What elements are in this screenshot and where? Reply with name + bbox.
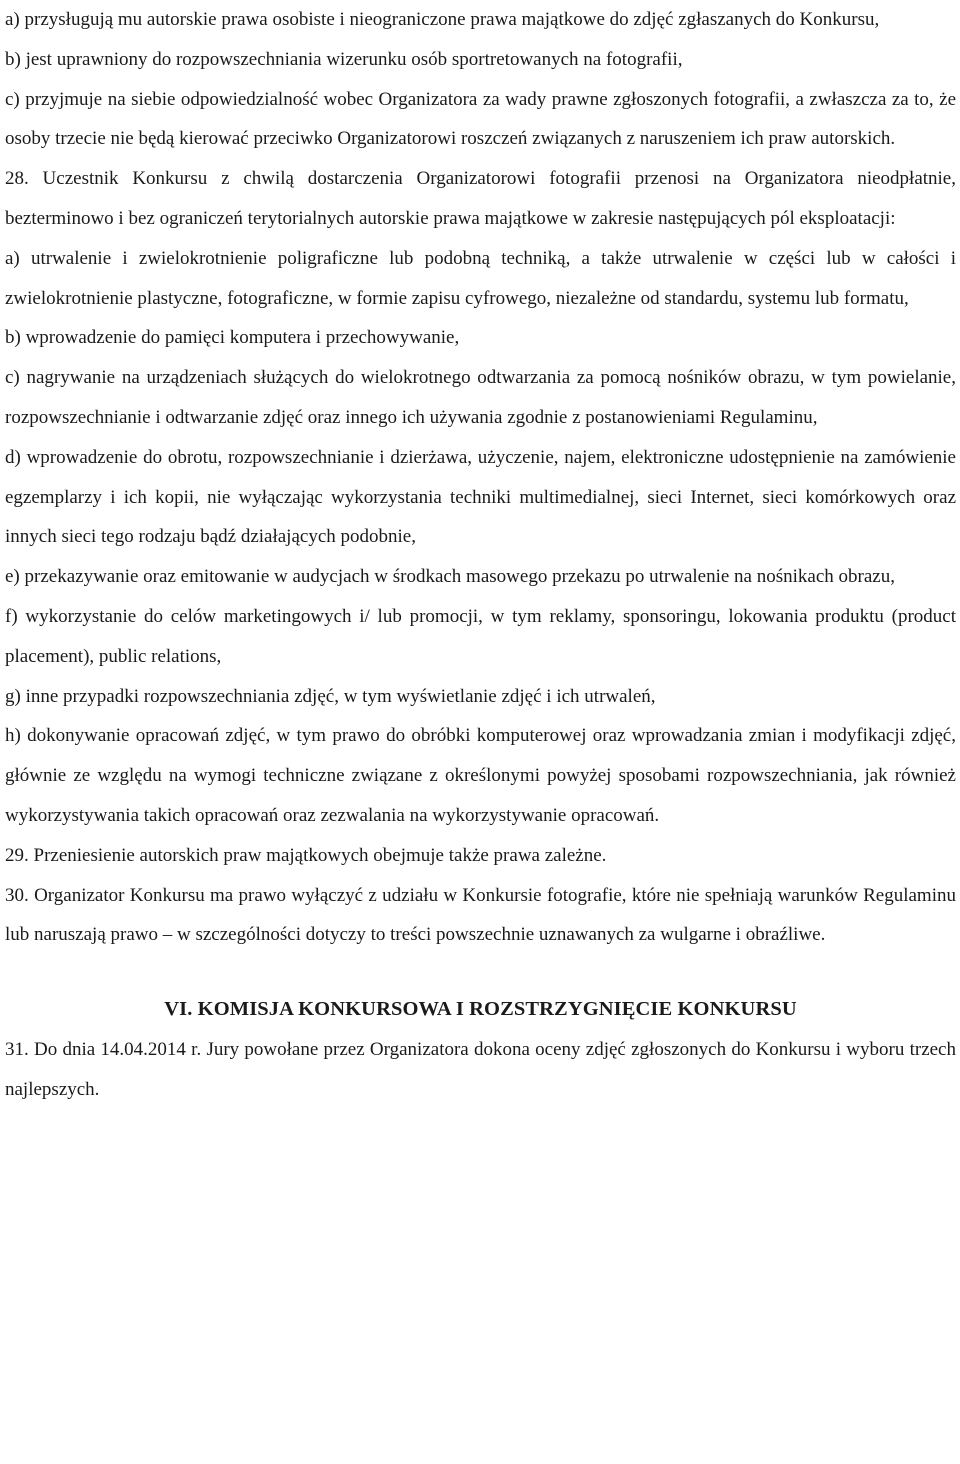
field-c-playback: c) nagrywanie na urządzeniach służących do wielokrotnego odtwarzania za pomocą nośników obrazu, w tym powielanie, rozpowszechnianie i odtwarzanie zdjęć oraz innego ich używania zgodnie z postanowieniami Regulaminu, xyxy=(5,367,956,428)
section-28: 28. Uczestnik Konkursu z chwilą dostarczenia Organizatorowi fotografii przenosi na Organizatora nieodpłatnie, bezterminowo i bez ograniczeń terytorialnych autorskie prawa majątkowe w zakresie następujących pól eksploatacji: xyxy=(5,168,956,229)
field-b-storage: b) wprowadzenie do pamięci komputera i przechowywanie, xyxy=(5,327,460,349)
field-a-recording: a) utrwalenie i zwielokrotnienie poligraficzne lub podobną techniką, a także utrwalenie w części lub w całości i zwielokrotnienie plastyczne, fotograficzne, w formie zapisu cyfrowego, niezależne od standardu, systemu lub formatu, xyxy=(5,247,956,309)
field-d-distribution: d) wprowadzenie do obrotu, rozpowszechnianie i dzierżawa, użyczenie, najem, elektroniczne udostępnienie na zamówienie egzemplarzy i ich kopii, nie wyłączając wykorzystania techniki multimedialnej, sieci Internet, sieci komórkowych oraz innych sieci tego rodzaju bądź działających podobnie, xyxy=(5,446,956,548)
section-31: 31. Do dnia 14.04.2014 r. Jury powołane przez Organizatora dokona oceny zdjęć zgłoszonych do Konkursu i wyboru trzech najlepszych. xyxy=(5,1039,956,1100)
clause-b-image-rights: b) jest uprawniony do rozpowszechniania wizerunku osób sportretowanych na fotografii, xyxy=(5,48,683,70)
field-e-broadcast: e) przekazywanie oraz emitowanie w audycjach w środkach masowego przekazu po utrwalenie na nośnikach obrazu, xyxy=(5,566,895,588)
section-29: 29. Przeniesienie autorskich praw majątkowych obejmuje także prawa zależne. xyxy=(5,844,607,866)
spacer xyxy=(5,955,956,985)
clause-c-responsibility: c) przyjmuje na siebie odpowiedzialność wobec Organizatora za wady prawne zgłoszonych fotografii, a zwłaszcza za to, że osoby trzecie nie będą kierować przeciwko Organizatorowi roszczeń związanych z naruszeniem ich praw autorskich. xyxy=(5,88,956,150)
field-f-marketing: f) wykorzystanie do celów marketingowych i/ lub promocji, w tym reklamy, sponsoringu, lokowania produktu (product placement), public relations, xyxy=(5,605,956,667)
clause-a-rights: a) przysługują mu autorskie prawa osobiste i nieograniczone prawa majątkowe do zdjęć zgłaszanych do Konkursu, xyxy=(5,9,880,30)
section-heading: VI. KOMISJA KONKURSOWA I ROZSTRZYGNIĘCIE KONKURSU xyxy=(164,998,797,1021)
field-g-other: g) inne przypadki rozpowszechniania zdjęć, w tym wyświetlanie zdjęć i ich utrwaleń, xyxy=(5,685,656,707)
field-h-editing: h) dokonywanie opracowań zdjęć, w tym prawo do obróbki komputerowej oraz wprowadzania zmian i modyfikacji zdjęć, głównie ze względu na wymogi techniczne związane z określonymi powyżej sposobami rozpowszechniania, jak również wykorzystywania takich opracowań oraz zezwalania na wykorzystywanie opracowań. xyxy=(5,725,956,826)
section-30: 30. Organizator Konkursu ma prawo wyłączyć z udziału w Konkursie fotografie, które nie spełniają warunków Regulaminu lub naruszają prawo – w szczególności dotyczy to treści powszechnie uznawanych za wulgarne i obraźliwe. xyxy=(5,884,956,946)
